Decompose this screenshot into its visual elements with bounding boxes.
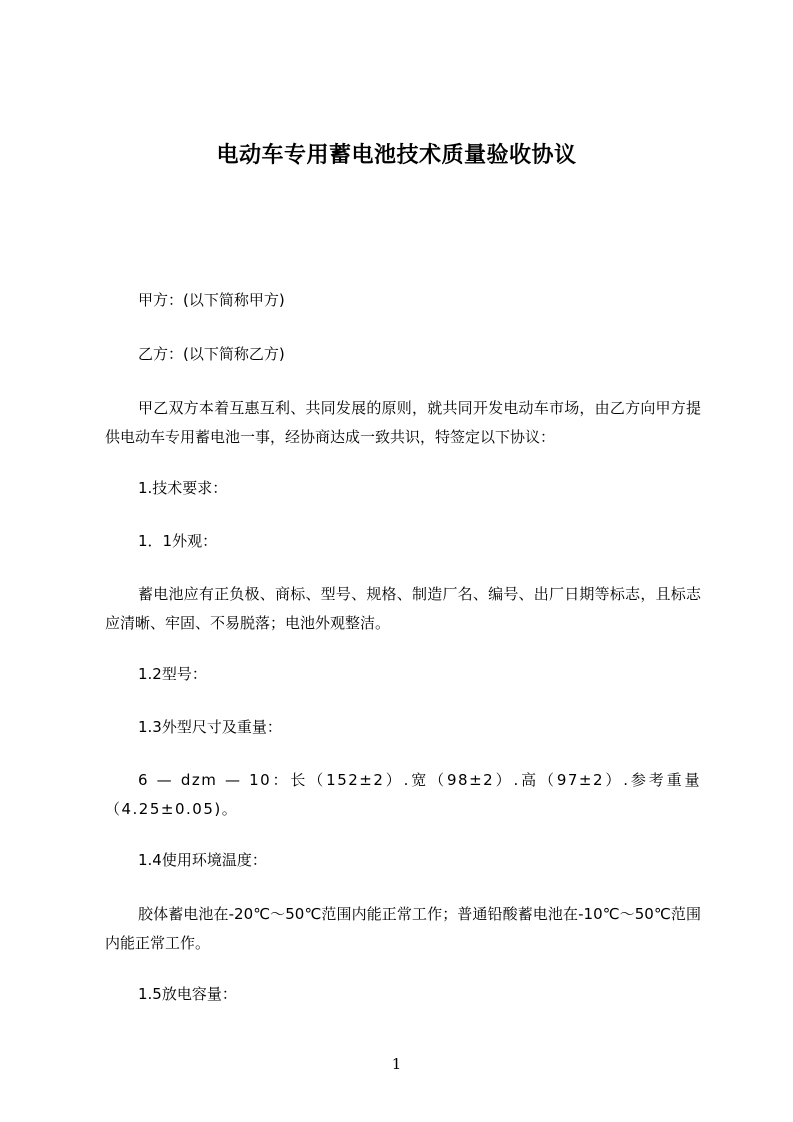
preamble-paragraph: 甲乙双方本着互惠互利、共同发展的原则，就共同开发电动车市场，由乙方向甲方提供电动车专用蓄电池一事，经协商达成一致共识，特签定以下协议： [105,399,701,446]
section-heading-operating-temperature: 1.4使用环境温度： [138,851,267,869]
section-heading-appearance: 1．1外观： [138,532,218,550]
party-b-line: 乙方：(以下简称乙方) [138,345,285,363]
appearance-paragraph: 蓄电池应有正负极、商标、型号、规格、制造厂名、编号、出厂日期等标志，且标志应清晰、牢固、不易脱落；电池外观整洁。 [105,585,701,632]
section-heading-model: 1.2型号： [138,665,207,683]
section-heading-dimensions-weight: 1.3外型尺寸及重量： [138,718,282,736]
section-heading-discharge-capacity: 1.5放电容量： [138,985,237,1003]
temperature-paragraph: 胶体蓄电池在-20℃～50℃范围内能正常工作；普通铅酸蓄电池在-10℃～50℃范围内能正常工作。 [105,905,701,952]
page-number: 1 [391,1055,402,1073]
dimensions-paragraph: 6 — dzm — 10：长（152±2）.宽（98±2）.高（97±2）.参考重量（4.25±0.05)。 [105,771,701,818]
party-a-line: 甲方：(以下简称甲方) [138,291,285,309]
section-heading-technical-requirements: 1.技术要求： [138,479,228,497]
document-title: 电动车专用蓄电池技术质量验收协议 [216,143,577,168]
